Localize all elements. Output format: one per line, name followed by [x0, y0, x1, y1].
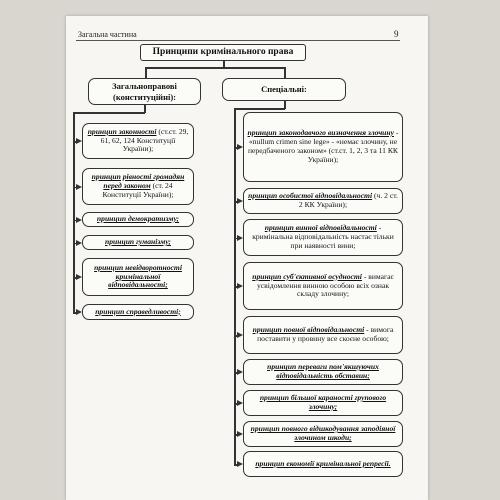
right-principle-text	[255, 460, 390, 469]
left-principle-box	[82, 123, 194, 159]
right-principle-text	[247, 394, 399, 412]
left-principle-box	[82, 168, 194, 205]
principle-detail: - вимагає усвідомлення винною особою всіх ознак складу злочину;	[256, 271, 394, 299]
principle-detail: (ч. 2 ст. 2 КК України);	[298, 191, 398, 209]
left-category-connector	[145, 67, 147, 78]
left-principle-text	[86, 264, 190, 291]
right-category-connector	[284, 67, 286, 78]
right-principle-box	[243, 451, 403, 477]
principle-name: принцип рівності громадян перед законом	[91, 172, 185, 191]
left-principle-box	[82, 258, 194, 296]
right-principle-text	[247, 224, 399, 251]
principle-name: принцип гуманізму;	[105, 237, 171, 247]
page-number: 9	[394, 29, 399, 39]
right-principle-text	[247, 129, 399, 165]
right-principle-box	[243, 219, 403, 256]
principle-name: принцип невідворотності кримінальної відповідальності;	[94, 262, 182, 290]
principle-detail: - «nullum crimen sine lege» - «немає злочину, не передбаченого законом» (ст.ст. 1, 2, 3 та 11 КК України);	[247, 128, 399, 164]
left-principle-text	[95, 308, 181, 317]
right-category-label: Спеціальні:	[261, 84, 307, 95]
right-spine-top	[234, 108, 285, 110]
principle-name: принцип суб'єктивної осудності	[252, 271, 362, 281]
principle-name: принцип економії кримінальної репресії.	[255, 458, 391, 468]
left-principle-box	[82, 212, 194, 227]
category-bar	[145, 67, 285, 69]
principle-name: принцип винної відповідальності	[264, 223, 377, 233]
principle-name: принцип справедливості;	[95, 306, 181, 316]
running-header: Загальна частина	[78, 30, 137, 39]
left-category-node	[88, 78, 201, 105]
right-principle-box	[243, 390, 403, 416]
right-principle-text	[247, 425, 399, 443]
left-principle-box	[82, 304, 194, 320]
right-principle-text	[247, 273, 399, 300]
header-rule	[76, 40, 400, 41]
root-label: Принципи кримінального права	[152, 46, 294, 57]
left-category-down	[144, 105, 146, 113]
right-principle-box	[243, 262, 403, 310]
principle-detail: (ст.ст. 29, 61, 62, 124 Конституції України);	[100, 126, 189, 154]
root-node	[140, 44, 306, 61]
left-principle-text	[86, 128, 190, 155]
right-principle-box	[243, 316, 403, 354]
right-principle-box	[243, 359, 403, 385]
principle-name: принцип демократизму;	[96, 214, 180, 224]
left-spine-top	[73, 112, 145, 114]
right-principle-text	[247, 192, 399, 210]
principle-name: принцип повної відповідальності	[252, 325, 365, 335]
right-category-node	[222, 78, 346, 101]
principle-detail: (ст. 24 Конституції України);	[102, 181, 174, 199]
left-category-label: Загальноправові (конституційні):	[112, 81, 177, 102]
principle-name: принцип особистої відповідальності	[248, 191, 373, 201]
principle-name: принцип переваги пом'якшуючих відповідальність обставин;	[267, 362, 379, 380]
principle-name: принцип законодавчого визначення злочину	[247, 128, 394, 138]
right-principle-text	[247, 363, 399, 381]
left-principle-text	[105, 238, 171, 247]
principle-name: принцип повного відшкодування заподіяної злочином шкоди;	[250, 424, 396, 442]
left-principle-text	[86, 173, 190, 200]
principle-detail: - кримінальна відповідальність настає тільки при наявності вини;	[252, 223, 394, 250]
principle-name: принцип більшої караності групового злочину;	[259, 393, 387, 411]
right-principle-text	[247, 326, 399, 344]
right-principle-box	[243, 112, 403, 182]
left-principle-box	[82, 235, 194, 250]
left-principle-text	[97, 215, 179, 224]
right-principle-box	[243, 188, 403, 214]
principle-detail: - вимога поставити у провину все скоєне особою;	[257, 325, 394, 343]
right-principle-box	[243, 421, 403, 447]
principle-name: принцип законності	[87, 126, 157, 136]
